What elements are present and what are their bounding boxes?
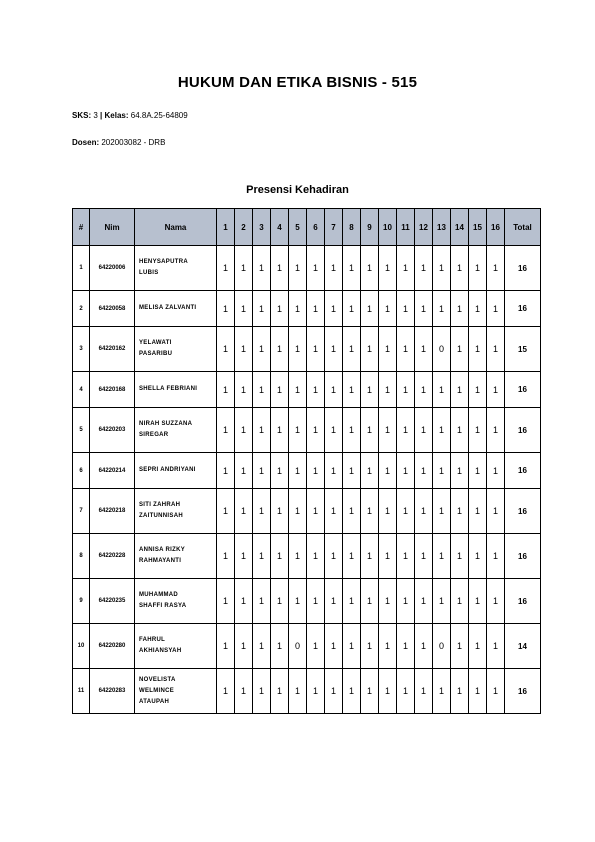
kelas-value: 64.8A.25-64809	[130, 111, 188, 120]
attendance-cell: 1	[343, 489, 361, 534]
table-row	[73, 489, 541, 534]
attendance-cell: 1	[253, 579, 271, 624]
attendance-cell: 1	[217, 669, 235, 714]
student-name	[135, 408, 217, 453]
attendance-cell: 1	[271, 327, 289, 372]
attendance-cell: 1	[253, 327, 271, 372]
attendance-cell: 1	[487, 408, 505, 453]
attendance-cell: 1	[253, 489, 271, 534]
attendance-cell: 1	[253, 372, 271, 408]
section-title: Presensi Kehadiran	[246, 184, 349, 196]
student-nim: 64220280	[90, 624, 135, 669]
attendance-cell: 1	[217, 534, 235, 579]
attendance-cell: 1	[415, 291, 433, 327]
attendance-cell: 1	[415, 579, 433, 624]
attendance-cell: 1	[469, 579, 487, 624]
attendance-cell: 1	[307, 246, 325, 291]
attendance-cell: 1	[469, 624, 487, 669]
attendance-cell: 1	[487, 291, 505, 327]
row-number: 1	[73, 246, 90, 291]
attendance-cell: 1	[487, 327, 505, 372]
attendance-cell: 1	[361, 669, 379, 714]
student-name-line: AKHIANSYAH	[139, 648, 182, 654]
attendance-total: 16	[505, 534, 541, 579]
attendance-cell: 1	[379, 579, 397, 624]
student-name-line: SIREGAR	[139, 432, 169, 438]
dosen-value: 202003082 - DRB	[101, 138, 166, 147]
row-number: 9	[73, 579, 90, 624]
attendance-cell: 1	[271, 669, 289, 714]
student-name	[135, 246, 217, 291]
column-header: 11	[397, 209, 415, 246]
attendance-cell: 1	[415, 534, 433, 579]
attendance-cell: 1	[397, 669, 415, 714]
attendance-cell: 1	[325, 453, 343, 489]
attendance-table	[72, 208, 541, 714]
attendance-cell: 1	[235, 669, 253, 714]
attendance-cell: 1	[253, 534, 271, 579]
student-name-line: YELAWATI	[139, 340, 172, 346]
attendance-cell: 1	[235, 579, 253, 624]
attendance-cell: 1	[217, 624, 235, 669]
attendance-cell: 1	[325, 327, 343, 372]
attendance-cell: 1	[271, 624, 289, 669]
table-row	[73, 291, 541, 327]
attendance-cell: 1	[361, 372, 379, 408]
student-name	[135, 453, 217, 489]
attendance-cell: 1	[343, 624, 361, 669]
attendance-cell: 1	[451, 372, 469, 408]
attendance-cell: 1	[433, 291, 451, 327]
student-name	[135, 372, 217, 408]
attendance-cell: 1	[379, 372, 397, 408]
student-name-line: ANNISA RIZKY	[139, 547, 186, 553]
attendance-cell: 1	[451, 579, 469, 624]
student-name-line: HENYSAPUTRA	[139, 259, 188, 265]
attendance-cell: 1	[235, 624, 253, 669]
attendance-cell: 1	[307, 534, 325, 579]
attendance-cell: 1	[271, 489, 289, 534]
attendance-cell: 1	[271, 291, 289, 327]
attendance-total: 16	[505, 246, 541, 291]
attendance-cell: 1	[379, 624, 397, 669]
attendance-cell: 1	[217, 489, 235, 534]
attendance-total: 15	[505, 327, 541, 372]
column-header: Total	[505, 209, 541, 246]
table-row	[73, 246, 541, 291]
attendance-cell: 1	[235, 534, 253, 579]
student-nim: 64220214	[90, 453, 135, 489]
attendance-cell: 1	[307, 372, 325, 408]
attendance-cell: 1	[271, 246, 289, 291]
attendance-cell: 1	[397, 624, 415, 669]
attendance-cell: 1	[343, 372, 361, 408]
attendance-cell: 1	[253, 453, 271, 489]
attendance-cell: 1	[289, 408, 307, 453]
table-row	[73, 579, 541, 624]
student-name-line: RAHMAYANTI	[139, 558, 182, 564]
student-name-line: MELISA ZALVANTI	[139, 305, 197, 311]
attendance-cell: 1	[235, 453, 253, 489]
student-name-line: FAHRUL	[139, 637, 166, 643]
table-body	[73, 246, 541, 714]
attendance-cell: 1	[415, 624, 433, 669]
sks-value: 3	[93, 111, 98, 120]
attendance-cell: 1	[415, 246, 433, 291]
attendance-cell: 1	[451, 453, 469, 489]
column-header: 4	[271, 209, 289, 246]
attendance-cell: 1	[433, 372, 451, 408]
attendance-cell: 1	[253, 291, 271, 327]
student-name	[135, 669, 217, 714]
attendance-total: 16	[505, 669, 541, 714]
column-header: 8	[343, 209, 361, 246]
attendance-cell: 1	[379, 408, 397, 453]
attendance-cell: 1	[343, 534, 361, 579]
attendance-cell: 1	[451, 291, 469, 327]
attendance-total: 16	[505, 579, 541, 624]
column-header: 6	[307, 209, 325, 246]
student-name	[135, 327, 217, 372]
attendance-cell: 1	[217, 246, 235, 291]
attendance-cell: 1	[415, 408, 433, 453]
attendance-cell: 1	[307, 624, 325, 669]
attendance-cell: 1	[433, 408, 451, 453]
attendance-total: 14	[505, 624, 541, 669]
attendance-cell: 1	[433, 246, 451, 291]
column-header: 2	[235, 209, 253, 246]
attendance-cell: 1	[415, 489, 433, 534]
class-info	[72, 111, 188, 120]
attendance-cell: 1	[271, 372, 289, 408]
row-number: 6	[73, 453, 90, 489]
column-header: 12	[415, 209, 433, 246]
column-header: 15	[469, 209, 487, 246]
attendance-cell: 1	[451, 669, 469, 714]
attendance-total: 16	[505, 291, 541, 327]
attendance-cell: 1	[451, 246, 469, 291]
attendance-cell: 1	[469, 489, 487, 534]
attendance-cell: 1	[451, 489, 469, 534]
attendance-cell: 0	[433, 624, 451, 669]
attendance-cell: 1	[325, 291, 343, 327]
table-header	[73, 209, 541, 246]
attendance-cell: 1	[217, 579, 235, 624]
attendance-cell: 1	[379, 489, 397, 534]
student-nim: 64220283	[90, 669, 135, 714]
attendance-cell: 1	[271, 579, 289, 624]
dosen-label: Dosen:	[72, 138, 100, 147]
attendance-cell: 1	[217, 453, 235, 489]
attendance-cell: 1	[361, 327, 379, 372]
attendance-cell: 1	[433, 669, 451, 714]
table-row	[73, 534, 541, 579]
column-header: 3	[253, 209, 271, 246]
attendance-cell: 1	[325, 246, 343, 291]
student-name	[135, 624, 217, 669]
table-row	[73, 372, 541, 408]
attendance-cell: 1	[289, 327, 307, 372]
attendance-cell: 1	[397, 408, 415, 453]
student-nim: 64220162	[90, 327, 135, 372]
sks-label: SKS:	[72, 111, 92, 120]
column-header: 13	[433, 209, 451, 246]
attendance-cell: 1	[379, 291, 397, 327]
attendance-cell: 1	[289, 372, 307, 408]
student-nim: 64220006	[90, 246, 135, 291]
attendance-cell: 1	[253, 624, 271, 669]
attendance-cell: 1	[469, 327, 487, 372]
attendance-cell: 0	[289, 624, 307, 669]
student-nim: 64220228	[90, 534, 135, 579]
attendance-cell: 1	[397, 327, 415, 372]
attendance-total: 16	[505, 453, 541, 489]
column-header: 1	[217, 209, 235, 246]
attendance-cell: 1	[361, 246, 379, 291]
attendance-total: 16	[505, 408, 541, 453]
attendance-cell: 1	[235, 372, 253, 408]
attendance-cell: 1	[307, 453, 325, 489]
row-number: 10	[73, 624, 90, 669]
attendance-cell: 1	[397, 534, 415, 579]
row-number: 4	[73, 372, 90, 408]
attendance-cell: 1	[325, 534, 343, 579]
attendance-cell: 1	[253, 246, 271, 291]
row-number: 5	[73, 408, 90, 453]
student-name-line: ZAITUNNISAH	[139, 513, 183, 519]
attendance-cell: 1	[361, 624, 379, 669]
attendance-cell: 1	[469, 372, 487, 408]
attendance-cell: 1	[343, 327, 361, 372]
attendance-cell: 1	[343, 246, 361, 291]
attendance-cell: 1	[415, 372, 433, 408]
attendance-cell: 1	[451, 408, 469, 453]
attendance-cell: 1	[397, 246, 415, 291]
attendance-cell: 1	[361, 408, 379, 453]
attendance-cell: 1	[433, 453, 451, 489]
attendance-cell: 1	[397, 489, 415, 534]
attendance-cell: 1	[469, 408, 487, 453]
attendance-cell: 1	[289, 291, 307, 327]
attendance-cell: 1	[415, 669, 433, 714]
column-header: Nim	[90, 209, 135, 246]
header-row	[73, 209, 541, 246]
table-row	[73, 453, 541, 489]
row-number: 8	[73, 534, 90, 579]
student-name	[135, 579, 217, 624]
student-name-line: MUHAMMAD	[139, 592, 179, 598]
attendance-cell: 1	[415, 453, 433, 489]
attendance-cell: 1	[451, 624, 469, 669]
attendance-cell: 1	[469, 534, 487, 579]
attendance-cell: 1	[307, 408, 325, 453]
attendance-cell: 1	[487, 534, 505, 579]
document-title: HUKUM DAN ETIKA BISNIS - 515	[177, 74, 418, 91]
attendance-cell: 1	[325, 624, 343, 669]
student-nim: 64220203	[90, 408, 135, 453]
attendance-cell: 1	[433, 534, 451, 579]
attendance-cell: 1	[415, 327, 433, 372]
attendance-cell: 1	[361, 291, 379, 327]
kelas-label: | Kelas:	[100, 111, 129, 120]
student-nim: 64220058	[90, 291, 135, 327]
lecturer-info	[72, 138, 165, 147]
attendance-cell: 1	[451, 534, 469, 579]
table-row	[73, 327, 541, 372]
attendance-cell: 1	[451, 327, 469, 372]
attendance-cell: 1	[379, 327, 397, 372]
student-name-line: SITI ZAHRAH	[139, 502, 181, 508]
attendance-cell: 1	[307, 669, 325, 714]
column-header: Nama	[135, 209, 217, 246]
student-name-line: SHELLA FEBRIANI	[139, 386, 198, 392]
attendance-cell: 1	[361, 534, 379, 579]
attendance-cell: 1	[343, 579, 361, 624]
attendance-cell: 1	[325, 489, 343, 534]
attendance-cell: 1	[217, 327, 235, 372]
attendance-cell: 1	[487, 489, 505, 534]
student-name-line: SHAFFI RASYA	[139, 603, 187, 609]
row-number: 2	[73, 291, 90, 327]
attendance-cell: 1	[289, 579, 307, 624]
attendance-cell: 1	[217, 408, 235, 453]
attendance-cell: 1	[325, 408, 343, 453]
attendance-cell: 0	[433, 327, 451, 372]
attendance-cell: 1	[271, 453, 289, 489]
attendance-cell: 1	[379, 246, 397, 291]
attendance-cell: 1	[487, 453, 505, 489]
attendance-cell: 1	[361, 489, 379, 534]
attendance-cell: 1	[397, 291, 415, 327]
attendance-cell: 1	[217, 291, 235, 327]
student-name	[135, 291, 217, 327]
row-number: 11	[73, 669, 90, 714]
attendance-cell: 1	[469, 246, 487, 291]
attendance-cell: 1	[379, 669, 397, 714]
attendance-total: 16	[505, 372, 541, 408]
row-number: 7	[73, 489, 90, 534]
attendance-cell: 1	[379, 453, 397, 489]
attendance-cell: 1	[235, 246, 253, 291]
attendance-cell: 1	[343, 291, 361, 327]
attendance-cell: 1	[433, 489, 451, 534]
column-header: 5	[289, 209, 307, 246]
attendance-cell: 1	[289, 669, 307, 714]
attendance-cell: 1	[343, 669, 361, 714]
attendance-cell: 1	[397, 453, 415, 489]
student-name-line: NOVELISTA	[139, 676, 176, 683]
attendance-cell: 1	[235, 291, 253, 327]
column-header: 7	[325, 209, 343, 246]
attendance-cell: 1	[469, 453, 487, 489]
column-header: 10	[379, 209, 397, 246]
attendance-cell: 1	[487, 624, 505, 669]
attendance-cell: 1	[253, 669, 271, 714]
student-nim: 64220168	[90, 372, 135, 408]
student-name-line: NIRAH SUZZANA	[139, 421, 193, 427]
attendance-cell: 1	[361, 453, 379, 489]
table-row	[73, 669, 541, 714]
attendance-cell: 1	[325, 579, 343, 624]
attendance-cell: 1	[325, 669, 343, 714]
column-header: 16	[487, 209, 505, 246]
attendance-cell: 1	[487, 579, 505, 624]
attendance-cell: 1	[235, 489, 253, 534]
attendance-cell: 1	[307, 489, 325, 534]
student-name-line: ATAUPAH	[139, 698, 170, 705]
student-name	[135, 534, 217, 579]
attendance-cell: 1	[307, 579, 325, 624]
table-row	[73, 408, 541, 453]
attendance-cell: 1	[235, 327, 253, 372]
attendance-cell: 1	[289, 453, 307, 489]
row-number: 3	[73, 327, 90, 372]
attendance-cell: 1	[307, 291, 325, 327]
attendance-cell: 1	[487, 669, 505, 714]
attendance-cell: 1	[235, 408, 253, 453]
attendance-cell: 1	[289, 534, 307, 579]
attendance-cell: 1	[217, 372, 235, 408]
attendance-cell: 1	[379, 534, 397, 579]
table-row	[73, 624, 541, 669]
attendance-cell: 1	[289, 246, 307, 291]
attendance-cell: 1	[289, 489, 307, 534]
attendance-cell: 1	[433, 579, 451, 624]
attendance-cell: 1	[469, 669, 487, 714]
attendance-cell: 1	[325, 372, 343, 408]
attendance-cell: 1	[343, 453, 361, 489]
student-name-line: SEPRI ANDRIYANI	[139, 467, 196, 473]
student-nim: 64220235	[90, 579, 135, 624]
student-nim: 64220218	[90, 489, 135, 534]
student-name-line: LUBIS	[139, 270, 159, 276]
attendance-cell: 1	[469, 291, 487, 327]
attendance-cell: 1	[253, 408, 271, 453]
student-name	[135, 489, 217, 534]
attendance-cell: 1	[397, 372, 415, 408]
column-header: 14	[451, 209, 469, 246]
attendance-cell: 1	[307, 327, 325, 372]
column-header: 9	[361, 209, 379, 246]
attendance-cell: 1	[343, 408, 361, 453]
attendance-cell: 1	[397, 579, 415, 624]
attendance-cell: 1	[487, 246, 505, 291]
attendance-cell: 1	[361, 579, 379, 624]
attendance-cell: 1	[271, 534, 289, 579]
attendance-total: 16	[505, 489, 541, 534]
student-name-line: PASARIBU	[139, 351, 173, 357]
attendance-cell: 1	[487, 372, 505, 408]
student-name-line: WELMINCE	[139, 687, 175, 694]
attendance-cell: 1	[271, 408, 289, 453]
column-header: #	[73, 209, 90, 246]
